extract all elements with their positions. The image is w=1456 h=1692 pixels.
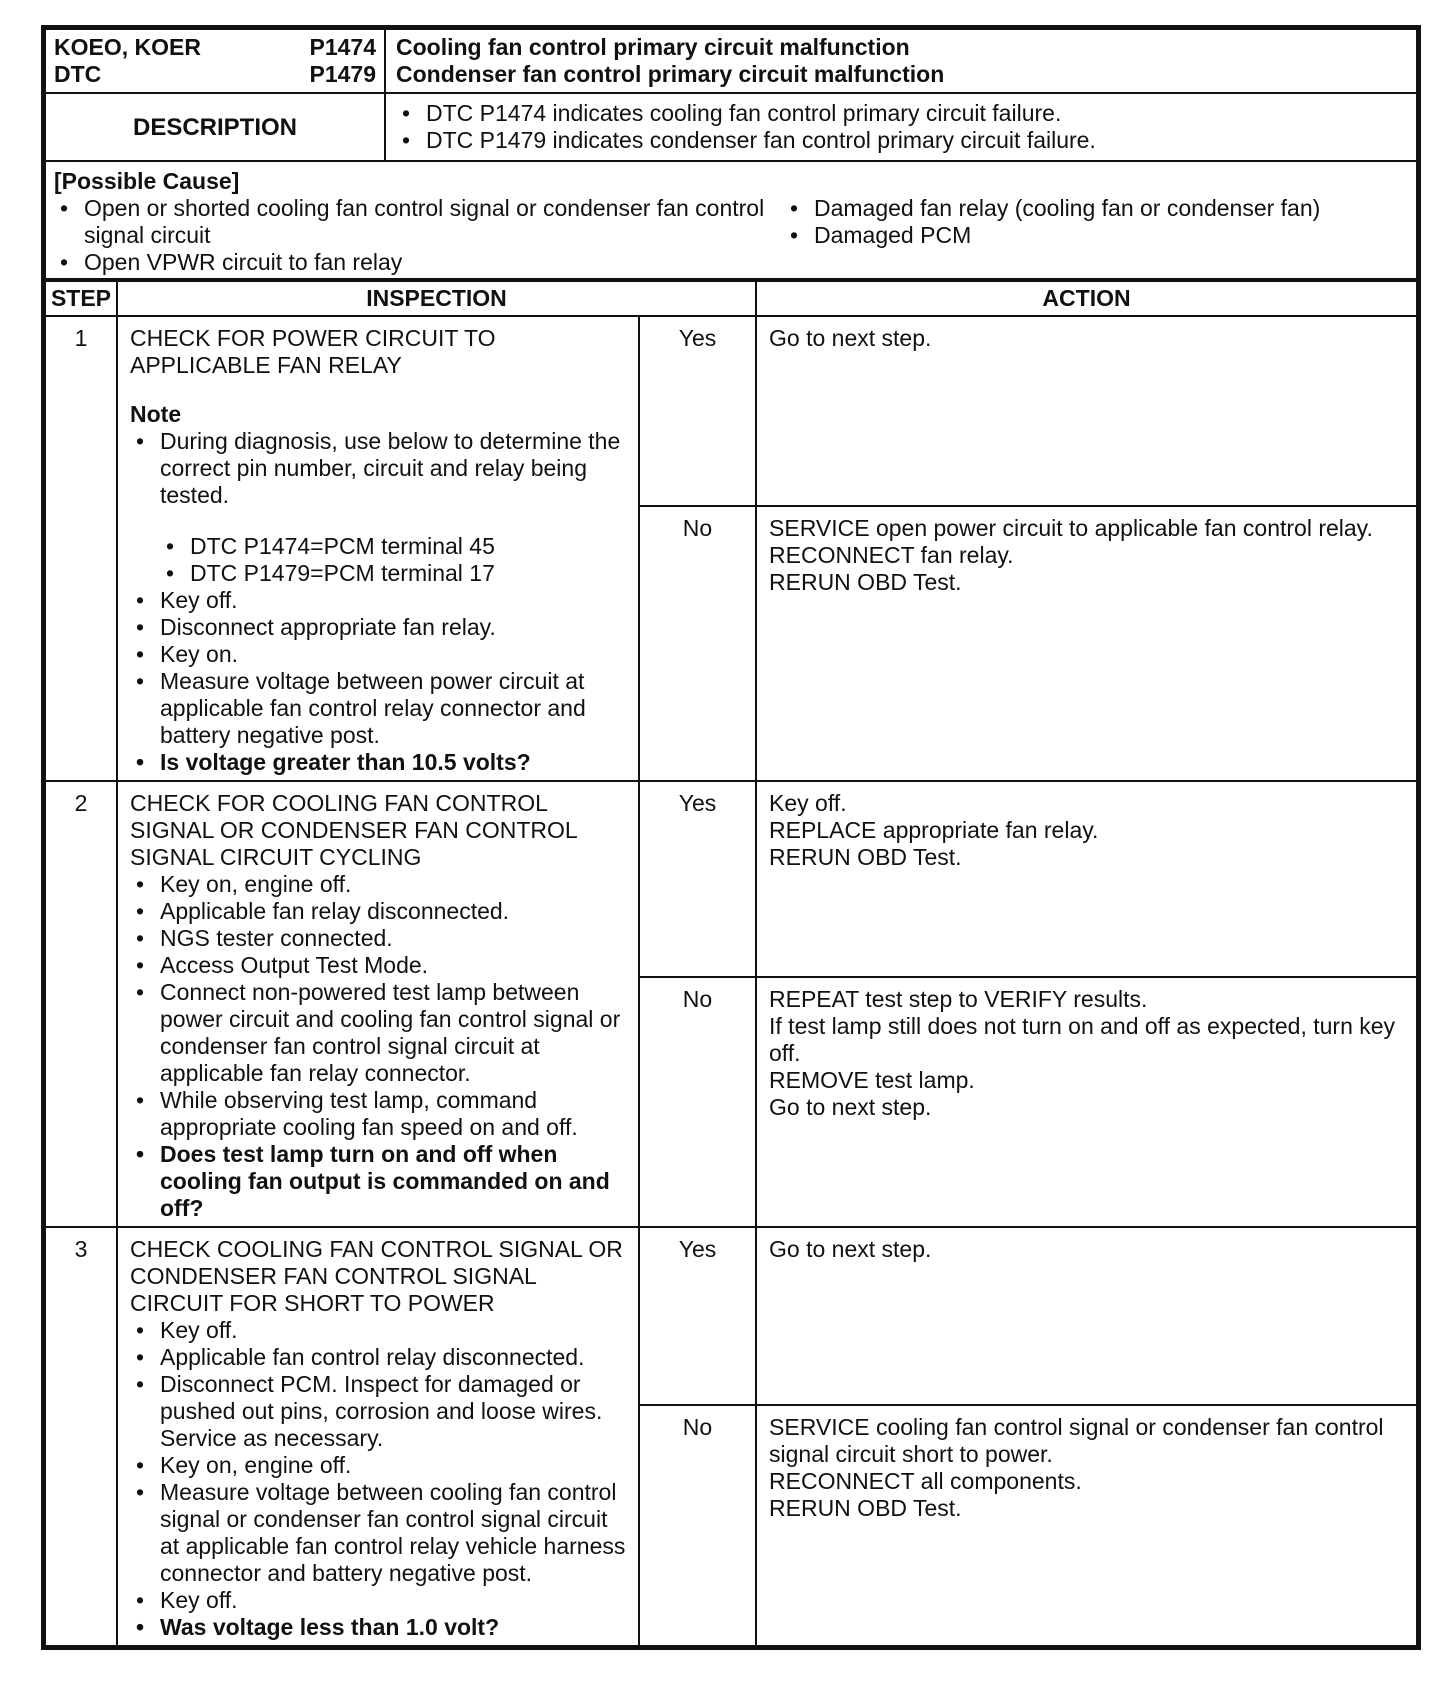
inspection-cell <box>117 316 639 781</box>
dtc-label: DTC <box>54 61 102 87</box>
step-number: 1 <box>45 316 117 781</box>
description-item: • DTC P1474 indicates cooling fan control primary circuit failure. <box>396 100 1406 127</box>
yes-action <box>756 1227 1417 1405</box>
yes-label: Yes <box>639 1227 756 1405</box>
no-label: No <box>639 1405 756 1646</box>
action-line: Key off. <box>769 790 847 816</box>
step-row <box>45 316 1417 506</box>
sub-item: • DTC P1474=PCM terminal 45 <box>130 533 628 560</box>
possible-cause-item: • Damaged fan relay (cooling fan or condenser fan) <box>784 195 1408 222</box>
column-header-row <box>45 281 1417 316</box>
action-line: REMOVE test lamp. <box>769 1067 975 1093</box>
dtc-title-cell <box>385 29 1417 93</box>
inspection-question: • Was voltage less than 1.0 volt? <box>130 1614 628 1641</box>
header-row <box>45 29 1417 93</box>
action-line: RERUN OBD Test. <box>769 1495 962 1521</box>
action-line: Go to next step. <box>769 1094 932 1120</box>
action-line: Go to next step. <box>769 325 932 351</box>
step-row <box>45 1227 1417 1405</box>
action-line: RECONNECT all components. <box>769 1468 1082 1494</box>
step-number: 2 <box>45 781 117 1227</box>
note-heading: Note <box>130 401 182 427</box>
inspection-cell <box>117 781 639 1227</box>
possible-cause-row <box>45 161 1417 279</box>
inspection-item: • Key on, engine off. <box>130 871 628 898</box>
no-label: No <box>639 506 756 781</box>
inspection-list <box>130 871 628 1222</box>
description-item: • DTC P1479 indicates condenser fan control primary circuit failure. <box>396 127 1406 154</box>
yes-label: Yes <box>639 316 756 506</box>
inspection-item: • Key off. <box>130 1587 628 1614</box>
action-line: If test lamp still does not turn on and off as expected, turn key off. <box>769 1013 1396 1066</box>
action-column-header: ACTION <box>756 281 1417 316</box>
header-table <box>44 28 1418 280</box>
inspection-list <box>130 428 628 509</box>
dtc-code-2: P1479 <box>309 61 376 87</box>
inspection-list <box>130 1317 628 1641</box>
step-title: CHECK COOLING FAN CONTROL SIGNAL OR CONDENSER FAN CONTROL SIGNAL CIRCUIT FOR SHORT TO POWER <box>130 1236 623 1316</box>
no-label: No <box>639 977 756 1227</box>
inspection-item: • Access Output Test Mode. <box>130 952 628 979</box>
inspection-item: • Applicable fan relay disconnected. <box>130 898 628 925</box>
note-item: • During diagnosis, use below to determine the correct pin number, circuit and relay being tested. <box>130 428 628 509</box>
yes-label: Yes <box>639 781 756 977</box>
possible-cause-heading: [Possible Cause] <box>54 168 240 194</box>
possible-cause-list-left <box>54 195 784 276</box>
possible-cause-item: • Open VPWR circuit to fan relay <box>54 249 784 276</box>
inspection-item: • Key on, engine off. <box>130 1452 628 1479</box>
no-action <box>756 977 1417 1227</box>
description-list <box>396 100 1406 154</box>
inspection-list <box>130 533 628 776</box>
step-row <box>45 781 1417 977</box>
inspection-item: • NGS tester connected. <box>130 925 628 952</box>
inspection-cell <box>117 1227 639 1646</box>
mode-label: KOEO, KOER <box>54 34 201 60</box>
yes-action <box>756 316 1417 506</box>
action-line: REPEAT test step to VERIFY results. <box>769 986 1148 1012</box>
possible-cause-item: • Damaged PCM <box>784 222 1408 249</box>
steps-table <box>44 280 1418 1647</box>
description-cell <box>385 93 1417 161</box>
inspection-item: • Key off. <box>130 1317 628 1344</box>
inspection-item: • Disconnect PCM. Inspect for damaged or pushed out pins, corrosion and loose wires. Service as necessary. <box>130 1371 628 1452</box>
inspection-question: • Is voltage greater than 10.5 volts? <box>130 749 628 776</box>
inspection-item: • Key off. <box>130 587 628 614</box>
action-line: SERVICE open power circuit to applicable fan control relay. <box>769 515 1373 541</box>
description-row <box>45 93 1417 161</box>
inspection-item: • Key on. <box>130 641 628 668</box>
action-line: Go to next step. <box>769 1236 932 1262</box>
step-column-header: STEP <box>45 281 117 316</box>
yes-action <box>756 781 1417 977</box>
step-title: CHECK FOR POWER CIRCUIT TO APPLICABLE FAN RELAY <box>130 325 496 378</box>
inspection-item: • Applicable fan control relay disconnected. <box>130 1344 628 1371</box>
action-line: RERUN OBD Test. <box>769 569 962 595</box>
step-title: CHECK FOR COOLING FAN CONTROL SIGNAL OR CONDENSER FAN CONTROL SIGNAL CIRCUIT CYCLING <box>130 790 577 870</box>
action-line: SERVICE cooling fan control signal or condenser fan control signal circuit short to power. <box>769 1414 1384 1467</box>
inspection-item: • Disconnect appropriate fan relay. <box>130 614 628 641</box>
no-action <box>756 506 1417 781</box>
description-label: DESCRIPTION <box>45 93 385 161</box>
sub-item: • DTC P1479=PCM terminal 17 <box>130 560 628 587</box>
possible-cause-list-right <box>784 195 1408 276</box>
inspection-item: • Measure voltage between cooling fan control signal or condenser fan control signal circuit at applicable fan control relay vehicle harness connector and battery negative post. <box>130 1479 628 1587</box>
dtc-title-2: Condenser fan control primary circuit malfunction <box>396 61 945 87</box>
inspection-column-header: INSPECTION <box>117 281 756 316</box>
no-action <box>756 1405 1417 1646</box>
dtc-code-1: P1474 <box>309 34 376 60</box>
possible-cause-cell <box>45 161 1417 279</box>
dtc-title-1: Cooling fan control primary circuit malfunction <box>396 34 910 60</box>
diagnostic-document <box>41 25 1421 1650</box>
possible-cause-item: • Open or shorted cooling fan control signal or condenser fan control signal circuit <box>54 195 784 249</box>
inspection-item: • Measure voltage between power circuit at applicable fan control relay connector and battery negative post. <box>130 668 628 749</box>
step-number: 3 <box>45 1227 117 1646</box>
dtc-code-cell <box>45 29 385 93</box>
action-line: RECONNECT fan relay. <box>769 542 1014 568</box>
action-line: REPLACE appropriate fan relay. <box>769 817 1099 843</box>
inspection-item: • While observing test lamp, command appropriate cooling fan speed on and off. <box>130 1087 628 1141</box>
inspection-question: • Does test lamp turn on and off when cooling fan output is commanded on and off? <box>130 1141 628 1222</box>
action-line: RERUN OBD Test. <box>769 844 962 870</box>
inspection-item: • Connect non-powered test lamp between power circuit and cooling fan control signal or condenser fan control signal circuit at applicable fan relay connector. <box>130 979 628 1087</box>
